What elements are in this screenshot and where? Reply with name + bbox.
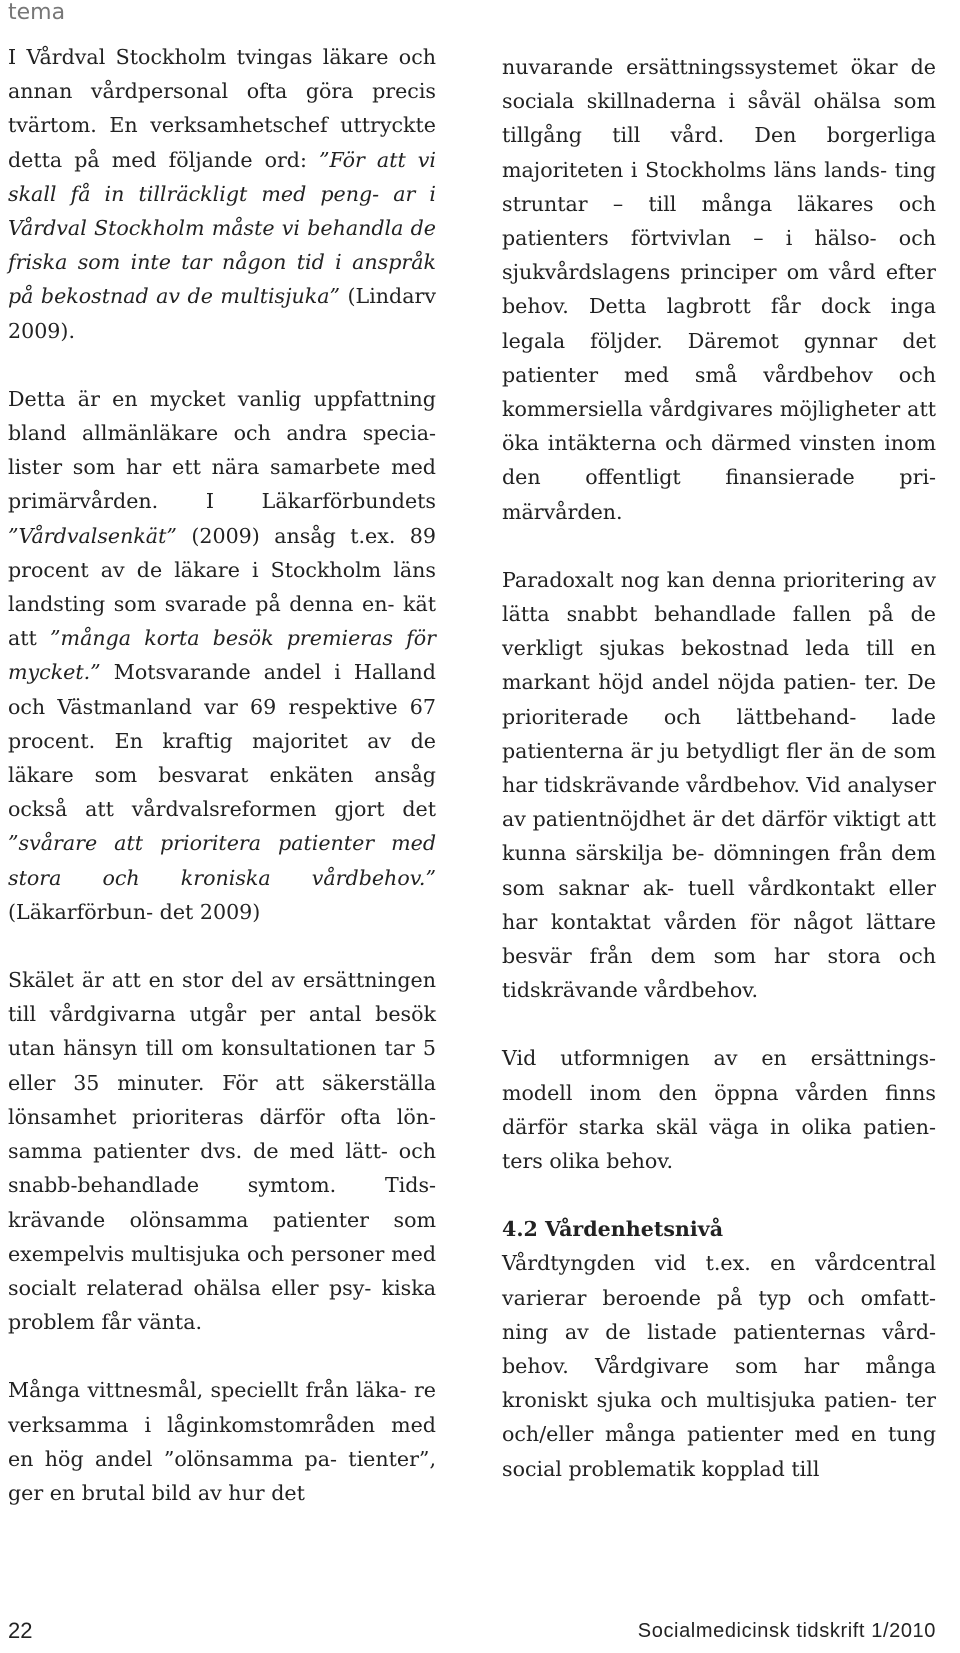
paragraph: nuvarande ersättningssystemet ökar de sociala skillnaderna i såväl ohälsa som tillgång till vård. Den borgerliga majoriteten i Stockholms läns lands- ting struntar – till många läkares och patienters förtvivlan – i hälso- och sjukvårdslagens principer om vård efter behov. Detta lagbrott får dock inga legala följder. Däremot gynnar det patienter med små vårdbehov och kommersiella vårdgivares möjligheter att öka intäkterna och därmed vinsten inom den offentligt finansierade pri- märvården. [502,55,936,524]
quote-text: ”svårare att prioritera patienter med stora och kroniska vårdbehov.” [8,831,436,890]
paragraph-text: Detta är en mycket vanlig uppfattning bland allmänläkare och andra specia- lister som har ett nära samarbete med primärvården. I Läkarförbundets [8,386,436,514]
paragraph-text: (2009) ansåg t.ex. 89 procent av de läkare i Stockholm läns landsting som svarade på denna en- kät att [8,523,436,651]
paragraph [8,40,436,348]
page-number: 22 [8,1618,33,1643]
left-column [8,40,436,1510]
paragraph: Vid utformnigen av en ersättnings- modell inom den öppna vården finns därför starka skäl väga in olika patien- ters olika behov. [502,1046,936,1174]
right-column [502,50,936,1486]
quote-text: ”många korta besök premieras för mycket.” [8,626,436,685]
quote-text: ”För att vi skall få in tillräckligt med peng- ar i Vårdval Stockholm måste vi behandla de friska som inte tar någon tid i anspråk på bekostnad av de multisjuka” [8,147,437,309]
paragraph-text: (Läkarförbun- det 2009) [8,899,261,924]
paragraph: Många vittnesmål, speciellt från läka- re verksamma i låginkomstområden med en hög andel ”olönsamma pa- tienter”, ger en brutal bild av hur det [8,1378,436,1505]
paragraph [8,382,436,929]
section-label: tema [8,0,66,25]
survey-title: ”Vårdvalsenkät” [8,523,177,548]
paragraph: Skälet är att en stor del av ersättningen till vårdgivarna utgår per antal besök utan hänsyn till om konsultationen tar 5 eller 35 minuter. För att säkerställa lönsamhet prioriteras därför ofta lön- samma patienter dvs. de med lätt- och snabb-behandlade symtom. Tids- krävande olönsamma patienter som exempelvis multisjuka och personer med socialt relaterad ohälsa eller psy- kiska problem får vänta. [8,968,436,1335]
section-heading: 4.2 Vårdenhetsnivå [502,1217,724,1242]
paragraph: Vårdtyngden vid t.ex. en vårdcentral varierar beroende på typ och omfatt- ning av de listade patienternas vård- behov. Vårdgivare som har många kroniskt sjuka och multisjuka patien- ter och/eller många patienter med en tung social problematik kopplad till [502,1251,936,1481]
paragraph-text: (Lindarv 2009). [8,284,437,343]
paragraph-text: I Vårdval Stockholm tvingas läkare och annan vårdpersonal ofta göra precis tvärtom. En verksamhetschef uttryckte detta på med följande ord: [8,45,436,172]
paragraph: Paradoxalt nog kan denna prioritering av lätta snabbt behandlade fallen på de verkligt sjukas bekostnad leda till en markant höjd andel nöjda patien- ter. De prioriterade och lättbehand- lade patienterna är ju betydligt fler än de som har tidskrävande vårdbehov. Vid analyser av patientnöjdhet är det därför viktigt att kunna särskilja be- dömningen från dem som saknar ak- tuell vårdkontakt eller har kontaktat vården för något lättare besvär från dem som har stora och tidskrävande vårdbehov. [502,567,936,1003]
journal-footer: Socialmedicinsk tidskrift 1/2010 [637,1620,936,1642]
paragraph-text: Motsvarande andel i Halland och Västmanland var 69 respektive 67 procent. En kraftig majoritet av de läkare som besvarat enkäten ansåg också att vårdvalsreformen gjort det [8,660,436,822]
